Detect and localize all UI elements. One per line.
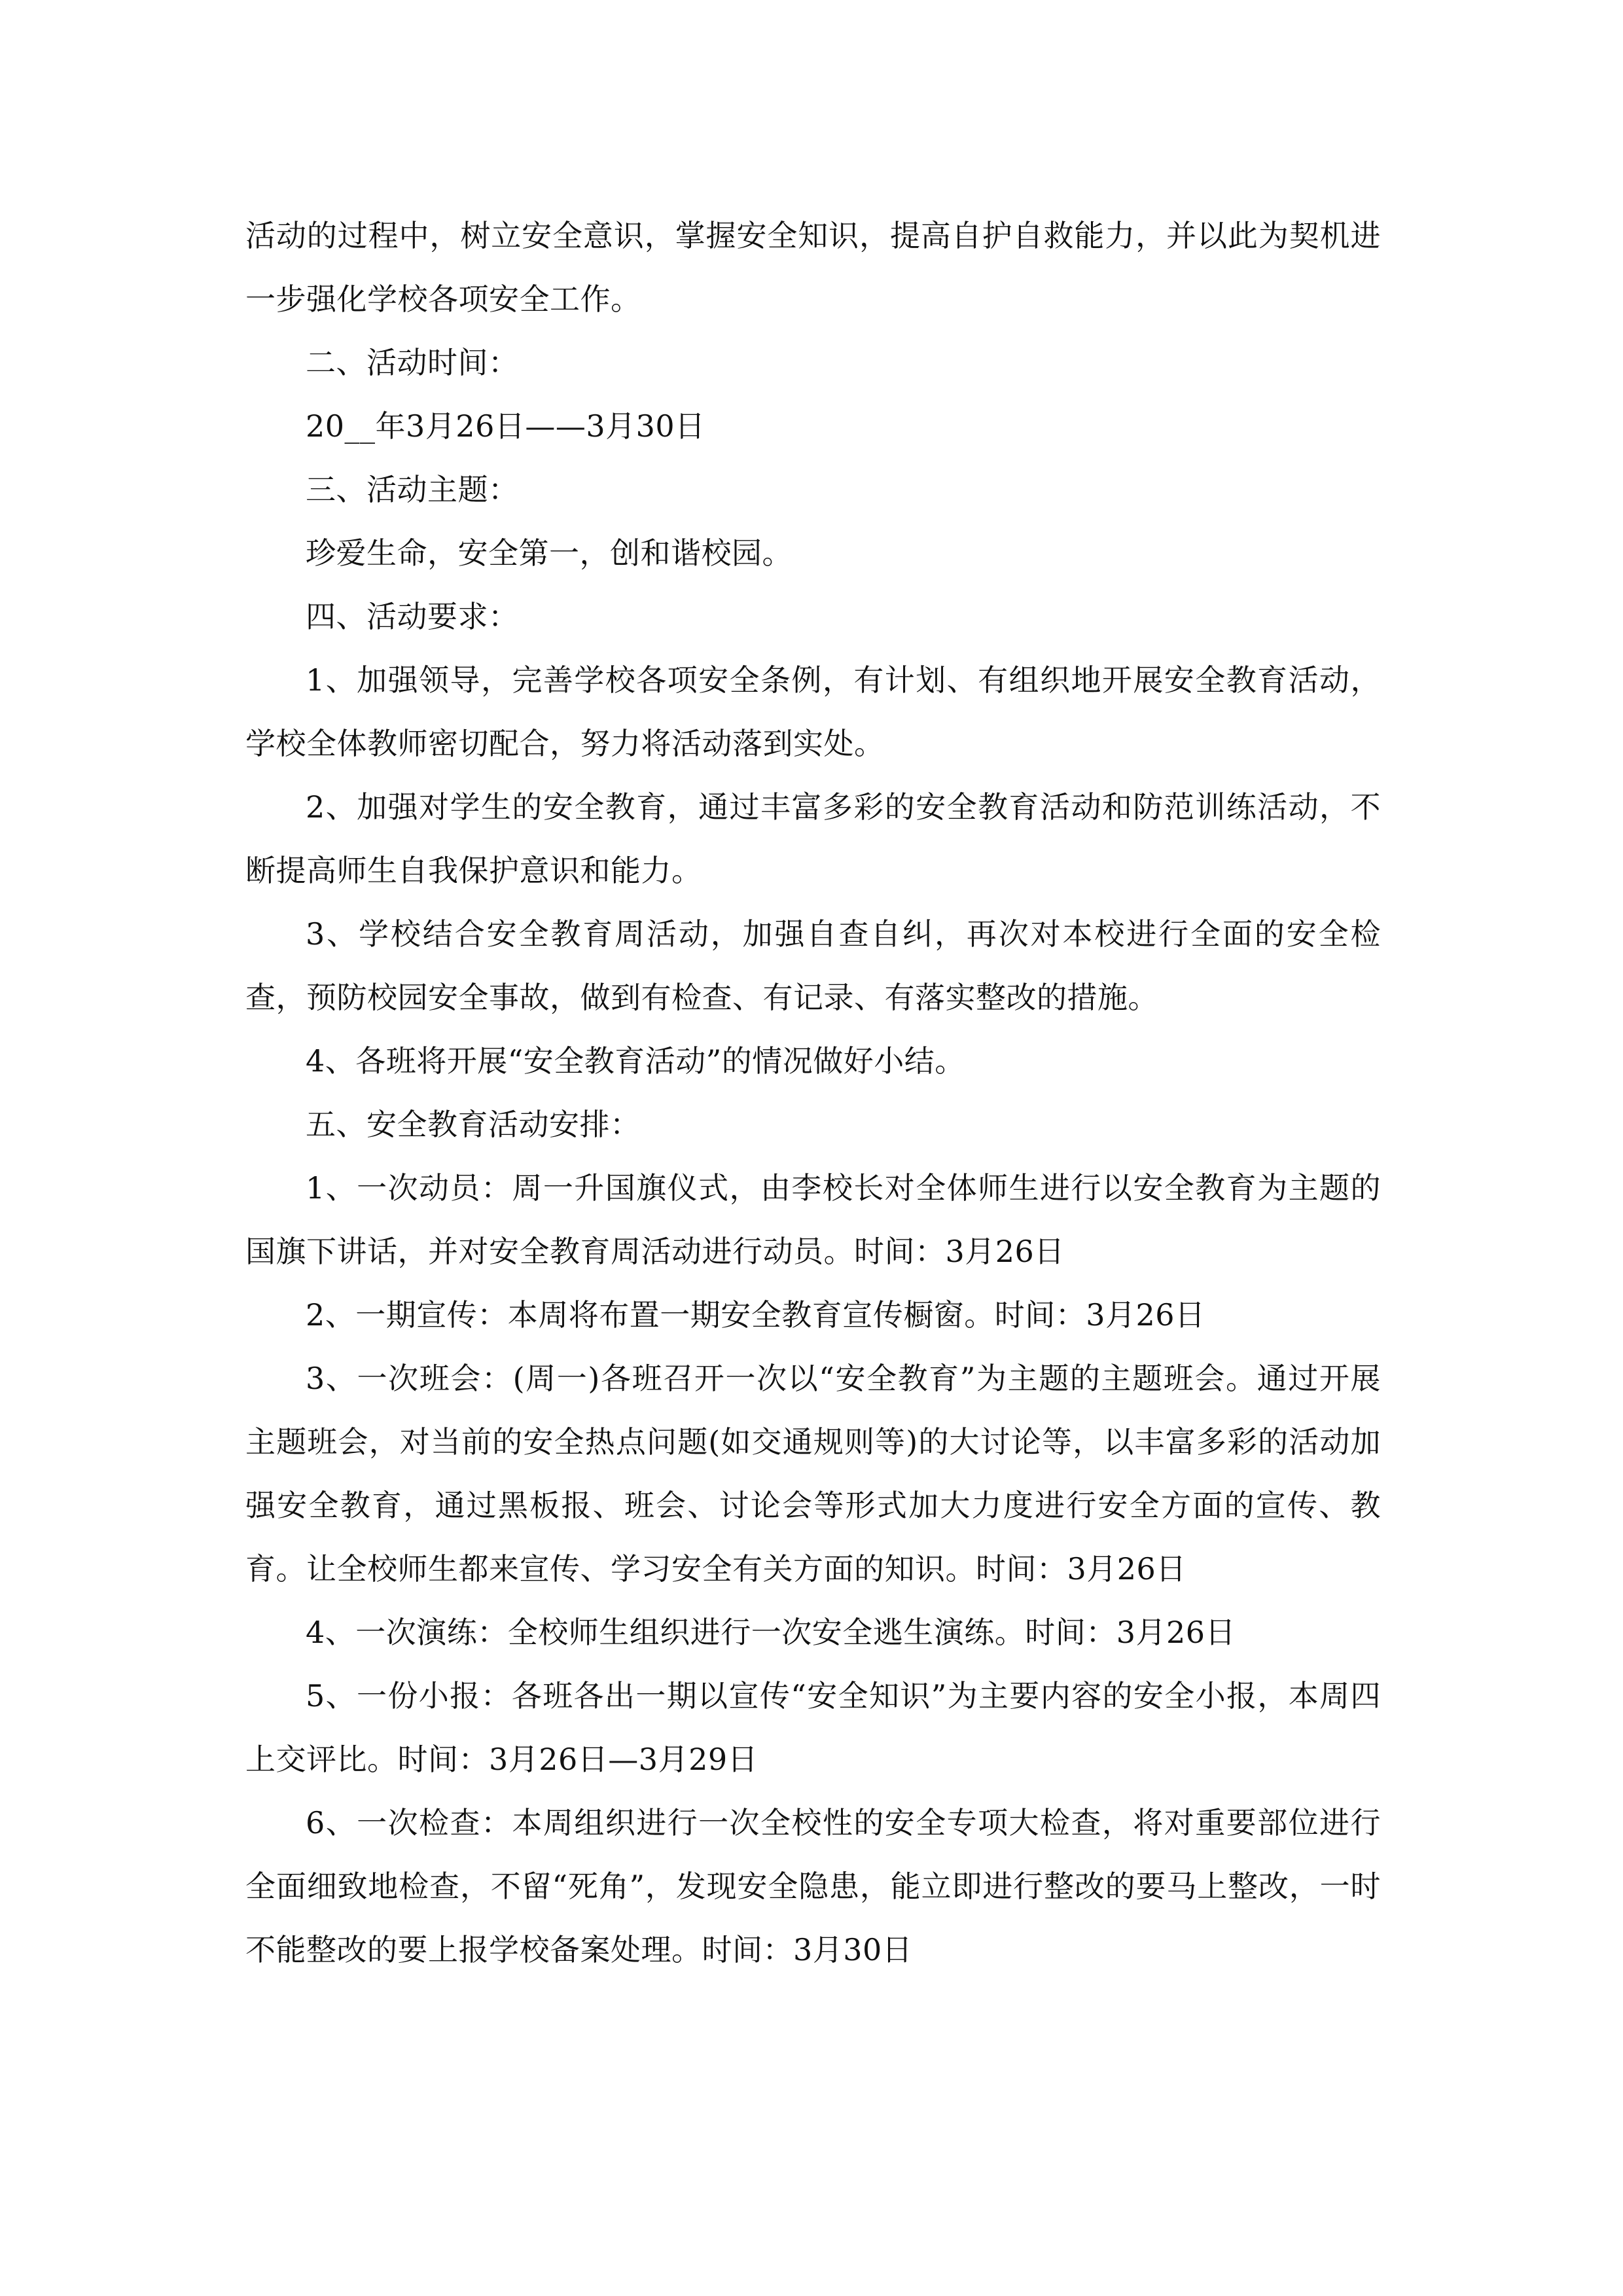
arrangement-item-2: 2、一期宣传：本周将布置一期安全教育宣传橱窗。时间：3月26日	[306, 1297, 1205, 1333]
paragraph-intro-continued: 活动的过程中，树立安全意识，掌握安全知识，提高自护自救能力，并以此为契机进一步强化学校各项安全工作。	[245, 218, 1381, 317]
arrangement-item-5: 5、一份小报：各班各出一期以宣传“安全知识”为主要内容的安全小报，本周四上交评比。时间：3月26日—3月29日	[245, 1678, 1381, 1777]
requirement-item-2: 2、加强对学生的安全教育，通过丰富多彩的安全教育活动和防范训练活动，不断提高师生自我保护意识和能力。	[245, 789, 1381, 888]
activity-theme-text: 珍爱生命，安全第一，创和谐校园。	[306, 535, 793, 571]
arrangement-item-6: 6、一次检查：本周组织进行一次全校性的安全专项大检查，将对重要部位进行全面细致地检查，不留“死角”，发现安全隐患，能立即进行整改的要马上整改，一时不能整改的要上报学校备案处理。时间：3月30日	[245, 1805, 1381, 1967]
document-body	[245, 204, 1381, 1982]
requirement-item-4: 4、各班将开展“安全教育活动”的情况做好小结。	[306, 1043, 965, 1079]
arrangement-item-3: 3、一次班会：(周一)各班召开一次以“安全教育”为主题的主题班会。通过开展主题班会，对当前的安全热点问题(如交通规则等)的大讨论等，以丰富多彩的活动加强安全教育，通过黑板报、班会、讨论会等形式加大力度进行安全方面的宣传、教育。让全校师生都来宣传、学习安全有关方面的知识。时间：3月26日	[245, 1361, 1381, 1587]
heading-activity-arrangement: 五、安全教育活动安排：	[306, 1107, 641, 1142]
arrangement-item-1: 1、一次动员：周一升国旗仪式，由李校长对全体师生进行以安全教育为主题的国旗下讲话，并对安全教育周活动进行动员。时间：3月26日	[245, 1170, 1381, 1269]
arrangement-item-4: 4、一次演练：全校师生组织进行一次安全逃生演练。时间：3月26日	[306, 1615, 1236, 1650]
requirement-item-3: 3、学校结合安全教育周活动，加强自查自纠，再次对本校进行全面的安全检查，预防校园安全事故，做到有检查、有记录、有落实整改的措施。	[245, 916, 1381, 1015]
heading-activity-theme: 三、活动主题：	[306, 472, 519, 507]
heading-activity-requirements: 四、活动要求：	[306, 599, 519, 634]
requirement-item-1: 1、加强领导，完善学校各项安全条例，有计划、有组织地开展安全教育活动，学校全体教师密切配合，努力将活动落到实处。	[245, 662, 1381, 761]
activity-date-range: 20__年3月26日——3月30日	[306, 408, 705, 444]
heading-activity-time: 二、活动时间：	[306, 345, 519, 380]
